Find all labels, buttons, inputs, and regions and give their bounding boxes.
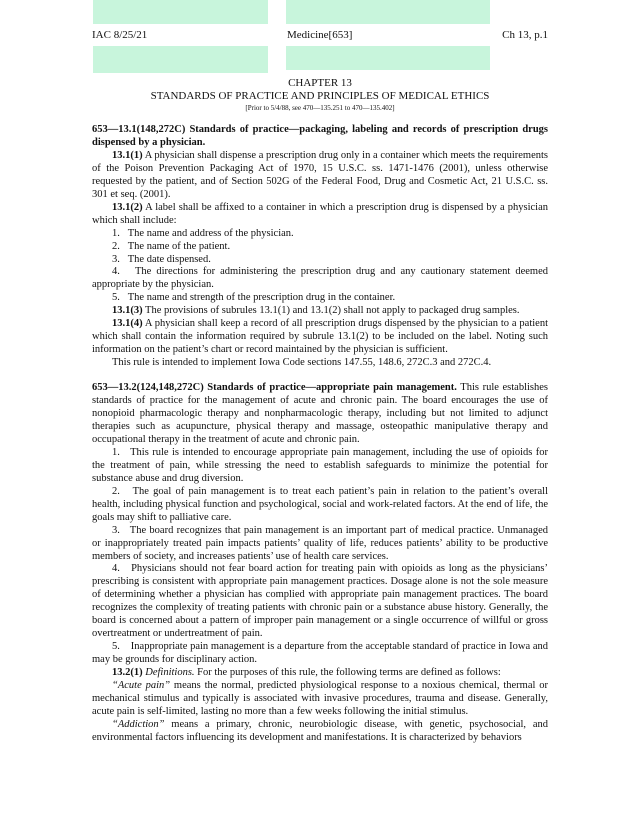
implementation-note: This rule is intended to implement Iowa Code sections 147.55, 148.6, 272C.3 and 272C.4.: [112, 357, 492, 369]
list-item: [92, 641, 548, 667]
definition: “Acute pain” means the normal, predicted physiological response to a noxious chemical, thermal or mechanical stimulus and typically is associated with invasive procedures, trauma and disease. Generally, acute pain is self-limited, lasting no more than a few weeks following the initial stimulus.: [92, 680, 549, 717]
rule-heading: 653—13.2(124,148,272C) Standards of practice—appropriate pain management. This rule establishes standards of practice for the management of acute and chronic pain. The board encourages the use of nonopioid pharmacologic therapy and nonpharmacologic therapy, including but not limited to adjunct therapies such as acupuncture, physical therapy and massage, osteopathic manipulative therapy and occupational therapy in the treatment of acute and chronic pain.: [92, 382, 548, 445]
list-item-number: 5.: [112, 641, 120, 653]
list-item-text: This rule is intended to encourage appropriate pain management, including the use of opioids for the treatment of pain, while stressing the need to establish safeguards to minimize the potential for substance abuse and drug diversion.: [92, 446, 549, 484]
rule-heading: 653—13.1(148,272C) Standards of practice—packaging, labeling and records of prescription drugs dispensed by a physician.: [92, 124, 548, 148]
list-item-text: The name and strength of the prescription drug in the container.: [127, 292, 396, 304]
redaction-box: [286, 0, 490, 24]
list-item-text: Physicians should not fear board action for treating pain with opioids as long as the physicians’ prescribing is consistent with appropriate pain management practices. Dosage alone is not the sole measure of determining whether a physician has complied with appropriate pain management practices. The board recognizes the complexity of treating patients with chronic pain or a substance abuse history. Generally, the board is concerned about a pattern of improper pain management or a single occurrence of willful or gross overtreatment or undertreatment of pain.: [92, 563, 548, 640]
chapter-title: STANDARDS OF PRACTICE AND PRINCIPLES OF MEDICAL ETHICS: [150, 90, 490, 102]
list-item-text: The directions for administering the prescription drug and any cautionary statement deemed appropriate by the physician.: [92, 266, 548, 291]
chapter-number: CHAPTER 13: [288, 77, 352, 89]
chapter-heading: [92, 77, 548, 113]
list-item-text: The board recognizes that pain management is an important part of medical practice. Unmanaged or inappropriately treated pain impacts patients’ quality of life, reduces patients’ ability to be productive members of society, and increases patients’ use of health care services.: [92, 524, 548, 562]
subrule: 13.1(4) A physician shall keep a record of all prescription drugs dispensed by the physician to a patient which shall contain the information required by subrule 13.1(2) to be included on the label. Noting such information on the patient’s chart or record maintained by the physician is sufficient.: [92, 318, 548, 356]
list-item-number: 1.: [112, 446, 120, 458]
definition: “Addiction” means a primary, chronic, neurobiologic disease, with genetic, psychosocial, and environmental factors influencing its development and manifestations. It is characterized by behaviors: [92, 718, 548, 743]
header-date: IAC 8/25/21: [92, 29, 148, 41]
header-page: Ch 13, p.1: [502, 29, 548, 41]
list-item-number: 3.: [112, 524, 120, 536]
list-item-number: 4.: [112, 563, 120, 575]
list-item-number: 2.: [112, 240, 120, 252]
list-item-text: The name of the patient.: [127, 240, 231, 252]
subrule: 13.1(3) The provisions of subrules 13.1(1) and 13.1(2) shall not apply to packaged drug samples.: [112, 305, 520, 317]
chapter-note: [Prior to 5/4/88, see 470—135.251 to 470—135.402]: [245, 104, 395, 112]
list-item-text: Inappropriate pain management is a departure from the acceptable standard of practice in Iowa and may be grounds for disciplinary action.: [92, 641, 549, 666]
label-requirements-list: [92, 228, 548, 306]
list-item: [92, 486, 548, 525]
list-item: [92, 228, 548, 241]
list-item: [92, 447, 548, 486]
list-item: [92, 525, 548, 564]
list-item-number: 4.: [112, 266, 120, 278]
subrule: 13.1(1) A physician shall dispense a prescription drug only in a container which meets the requirements of the Poison Prevention Packaging Act of 1970, 15 U.S.C. ss. 1471-1476 (2001), unless otherwise requested by the patient, and of Section 502G of the Federal Food, Drug and Cosmetic Act, 21 U.S.C. ss. 301 et seq. (2001).: [92, 149, 548, 200]
list-item: [92, 292, 548, 305]
list-item-number: 2.: [112, 485, 120, 497]
list-item-text: The name and address of the physician.: [127, 227, 294, 239]
list-item: [92, 266, 548, 292]
list-item: [92, 563, 548, 641]
redaction-box: [286, 46, 490, 70]
subrule: 13.1(2) A label shall be affixed to a container in which a prescription drug is dispensed by a physician which shall include:: [92, 201, 548, 226]
list-item-number: 5.: [112, 292, 120, 304]
subrule: 13.2(1) Definitions. For the purposes of this rule, the following terms are defined as follows:: [112, 667, 501, 679]
list-item: [92, 254, 548, 267]
redaction-box: [93, 0, 268, 24]
list-item-number: 1.: [112, 227, 120, 239]
document-body: [92, 124, 548, 745]
list-item-number: 3.: [112, 253, 120, 265]
redaction-box: [93, 46, 268, 73]
header-agency: Medicine[653]: [287, 29, 353, 41]
list-item-text: The goal of pain management is to treat each patient’s pain in relation to the patient’s overall health, including physical function and psychological, social and work-related factors. At the end of life, the goals may shift to palliative care.: [92, 485, 549, 523]
list-item: [92, 241, 548, 254]
list-item-text: The date dispensed.: [127, 253, 211, 265]
pain-management-list: [92, 447, 548, 667]
